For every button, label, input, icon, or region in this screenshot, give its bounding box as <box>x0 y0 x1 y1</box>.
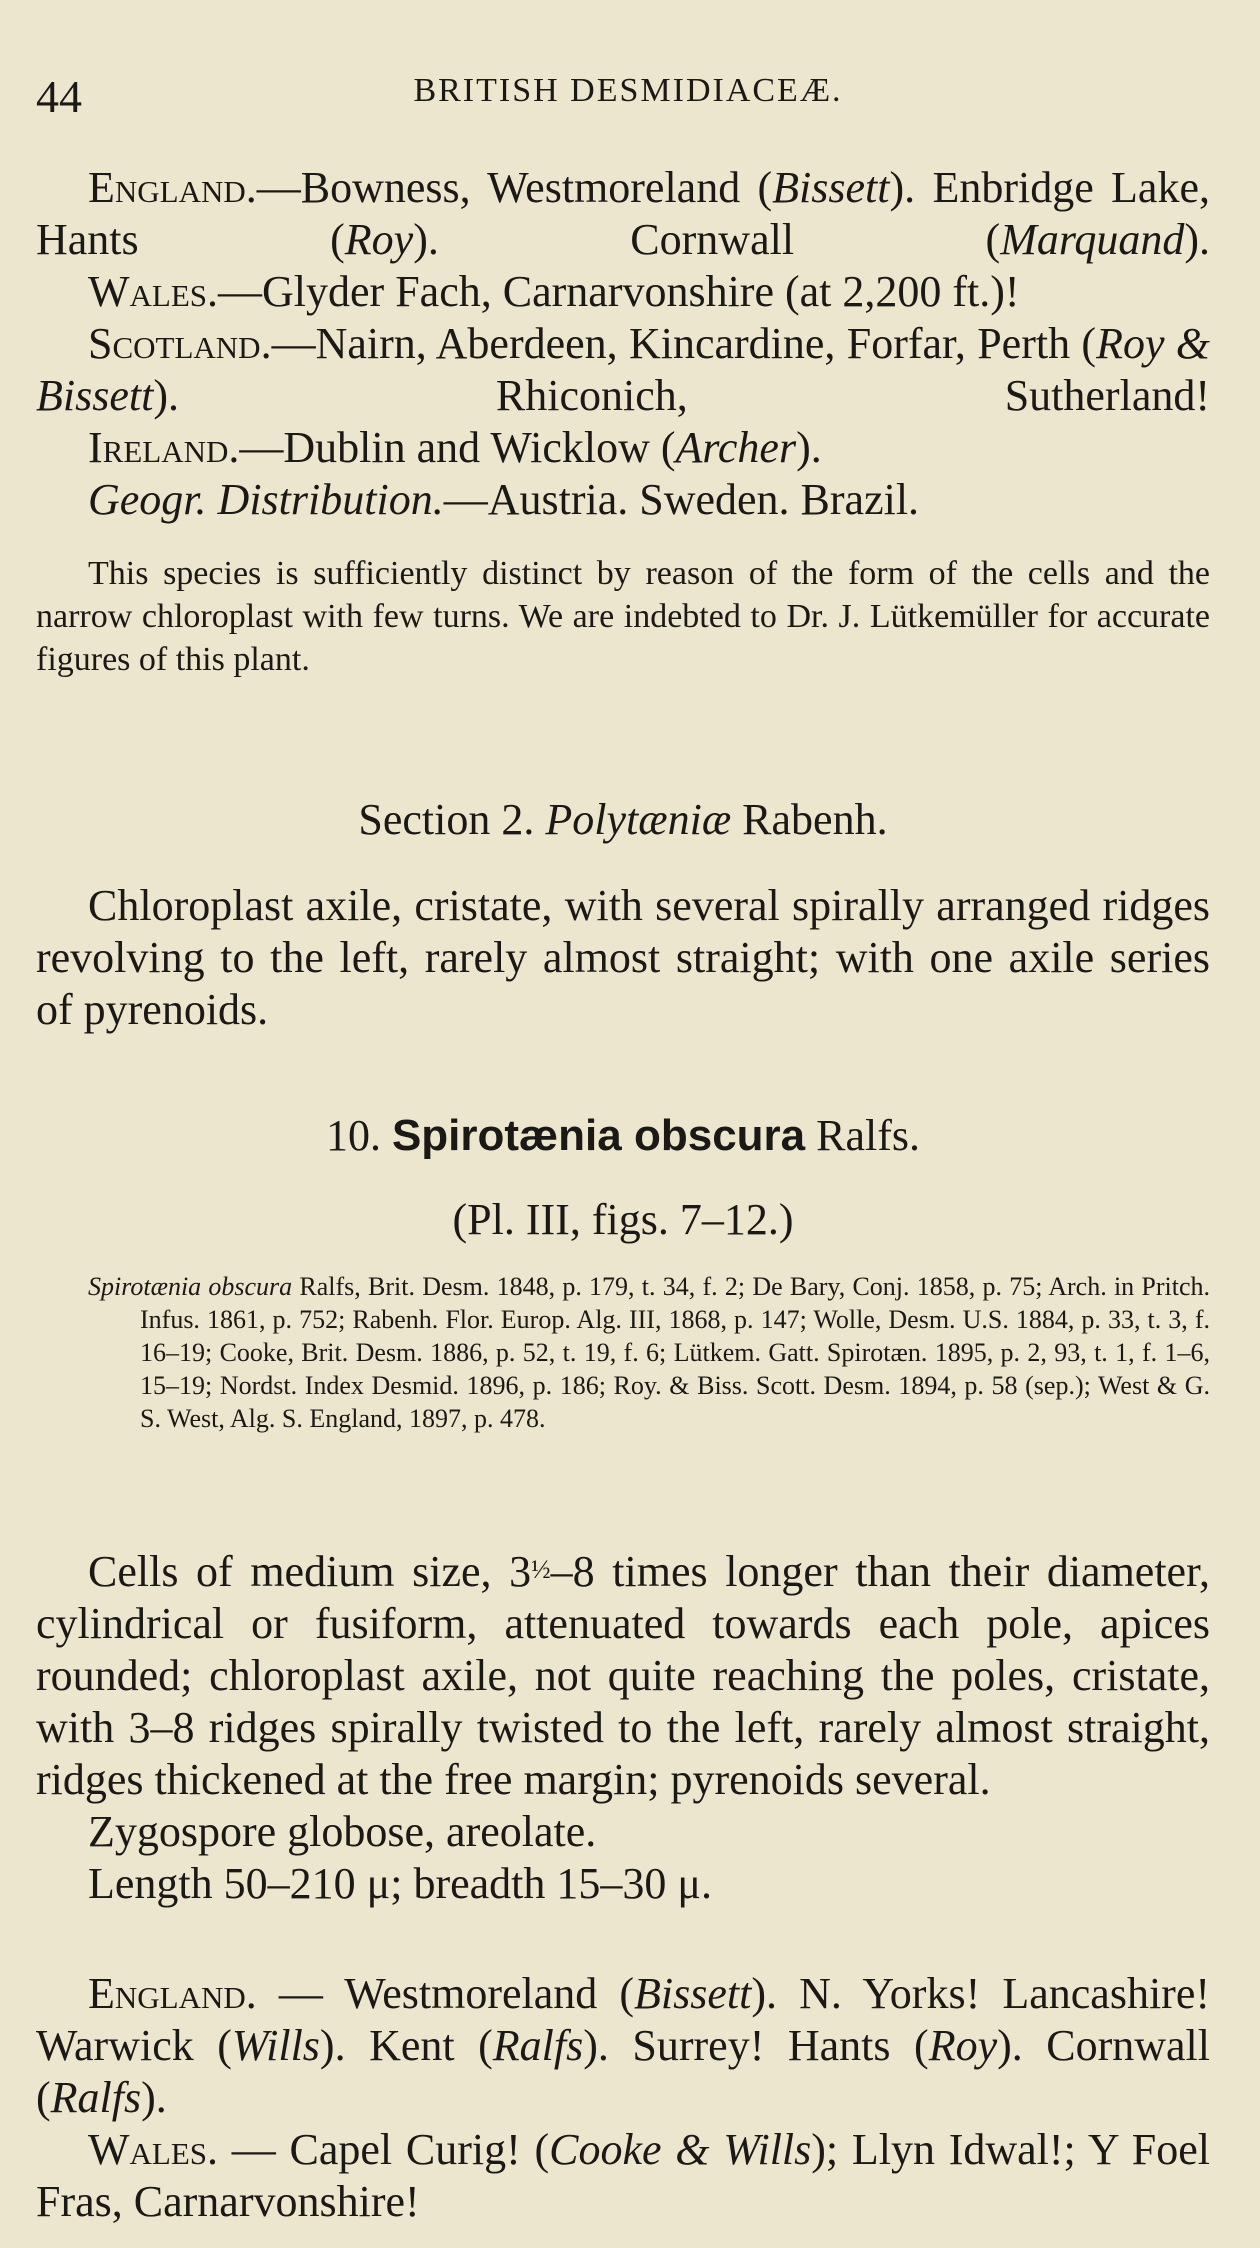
distribution-scotland: Scotland.—Nairn, Aberdeen, Kincardine, Forfar, Perth (Roy & Bissett). Rhiconich, Sutherland! <box>36 319 1210 420</box>
distribution-england: England. — Westmoreland (Bissett). N. Yorks! Lancashire! Warwick (Wills). Kent (Ralfs). Surrey! Hants (Roy). Cornwall (Ralfs). <box>36 1969 1211 2122</box>
species-description: Cells of medium size, 3½–8 times longer than their diameter, cylindrical or fusiform, attenuated towards each pole, apices rounded; chloroplast axile, not quite reaching the poles, cristate, with 3–8 ridges spirally twisted to the left, rarely almost straight, ridges thickened at the free margin; pyrenoids several. Zygospore globose, areolate. Length 50–210 μ; breadth 15–30 μ. <box>36 1547 1210 1908</box>
distribution-ireland: Ireland.—Dublin and Wicklow (Archer). <box>88 423 822 472</box>
species-remark: This species is sufficiently distinct by reason of the form of the cells and the narrow chloroplast with few turns. We are indebted to Dr. J. Lütkemüller for accurate figures of this plant. <box>36 555 1210 678</box>
section-description: Chloroplast axile, cristate, with several spirally arranged ridges revolving to the left, rarely almost straight; with one axile series of pyrenoids. <box>36 881 1210 1034</box>
distribution-block-1 <box>36 162 1210 526</box>
running-title: BRITISH DESMIDIACEÆ. <box>413 72 843 109</box>
distribution-wales: Wales. — Capel Curig! (Cooke & Wills); Llyn Idwal!; Y Foel Fras, Carnarvonshire! <box>36 2125 1210 2226</box>
species-heading: 10. Spirotænia obscura Ralfs. <box>325 1111 921 1160</box>
page-number: 44 <box>36 71 82 122</box>
distribution-block-2 <box>36 1968 1210 2228</box>
distribution-wales: Wales.—Glyder Fach, Carnarvonshire (at 2,200 ft.)! <box>88 267 1020 316</box>
section-heading: Section 2. Polytæniæ Rabenh. <box>358 795 888 844</box>
plate-reference: (Pl. III, figs. 7–12.) <box>452 1195 794 1244</box>
running-header <box>36 62 1220 122</box>
dimensions: Length 50–210 μ; breadth 15–30 μ. <box>88 1859 712 1908</box>
zygospore-description: Zygospore globose, areolate. <box>88 1807 597 1856</box>
distribution-england: England.—Bowness, Westmoreland (Bissett). Enbridge Lake, Hants (Roy). Cornwall (Marquand). <box>36 163 1210 264</box>
synonymy-citations: Spirotænia obscura Ralfs, Brit. Desm. 1848, p. 179, t. 34, f. 2; De Bary, Conj. 1858, p. 75; Arch. in Pritch. Infus. 1861, p. 752; Rabenh. Flor. Europ. Alg. III, 1868, p. 147; Wolle, Desm. U.S. 1884, p. 33, t. 3, f. 16–19; Cooke, Brit. Desm. 1886, p. 52, t. 19, f. 6; Lütkem. Gatt. Spirotæn. 1895, p. 2, 93, t. 1, f. 1–6, 15–19; Nordst. Index Desmid. 1896, p. 186; Roy. & Biss. Scott. Desm. 1894, p. 58 (sep.); West & G. S. West, Alg. S. England, 1897, p. 478. <box>88 1272 1211 1433</box>
distribution-geographic: Geogr. Distribution.—Austria. Sweden. Brazil. <box>88 475 920 524</box>
